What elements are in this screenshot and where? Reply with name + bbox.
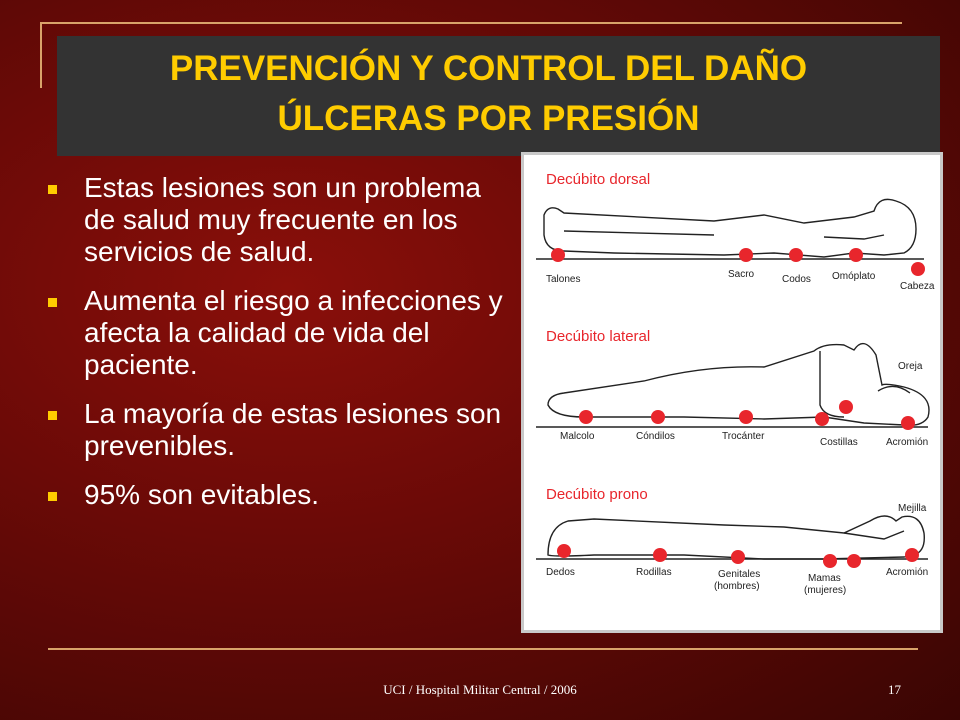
label-dedos: Dedos — [546, 567, 575, 578]
bullet-marker-icon — [48, 411, 57, 420]
bullet-marker-icon — [48, 298, 57, 307]
label-acromion-prono: Acromión — [886, 567, 929, 578]
pressure-point-omoplato — [849, 248, 863, 262]
title-line-2: ÚLCERAS POR PRESIÓN — [277, 99, 700, 138]
prono-pressure-points — [557, 544, 919, 568]
bullet-item: Estas lesiones son un problema de salud muy frecuente en los servicios de salud. — [48, 172, 508, 268]
label-mamas: Mamas — [808, 573, 841, 584]
pressure-point-genitales — [731, 550, 745, 564]
pressure-point-rodillas — [653, 548, 667, 562]
pressure-points-diagram — [524, 155, 940, 630]
bullet-marker-icon — [48, 185, 57, 194]
label-cabeza: Cabeza — [900, 281, 935, 292]
label-condilos: Cóndilos — [636, 431, 675, 442]
decor-line-bottom — [48, 648, 918, 650]
prono-title: Decúbito prono — [546, 486, 648, 503]
lateral-title: Decúbito lateral — [546, 328, 651, 345]
label-oreja: Oreja — [898, 361, 923, 372]
pressure-point-cabeza — [911, 262, 925, 276]
dorsal-body-outline — [536, 199, 924, 259]
label-trocanter: Trocánter — [722, 431, 765, 442]
label-rodillas: Rodillas — [636, 567, 672, 578]
pressure-point-malcolo — [579, 410, 593, 424]
label-talones: Talones — [546, 274, 581, 285]
lateral-body-outline — [536, 344, 929, 427]
prono-body-outline — [536, 516, 928, 559]
pressure-point-mamas-1 — [823, 554, 837, 568]
page-number: 17 — [888, 682, 901, 697]
bullet-list — [48, 172, 508, 528]
pressure-point-mamas-2 — [847, 554, 861, 568]
bullet-item: 95% son evitables. — [48, 479, 508, 511]
footer-text: UCI / Hospital Militar Central / 2006 — [383, 682, 577, 697]
lateral-pressure-points — [579, 400, 915, 430]
slide-title — [57, 36, 940, 156]
label-genitales: Genitales — [718, 569, 761, 580]
label-codos: Codos — [782, 274, 811, 285]
pressure-point-sacro — [739, 248, 753, 262]
pressure-point-trocanter — [739, 410, 753, 424]
label-acromion-lateral: Acromión — [886, 437, 929, 448]
label-sacro: Sacro — [728, 269, 755, 280]
label-mejilla: Mejilla — [898, 503, 927, 514]
pressure-point-acromion-prono — [905, 548, 919, 562]
label-omoplato: Omóplato — [832, 271, 876, 282]
label-costillas: Costillas — [820, 437, 858, 448]
pressure-point-costillas-1 — [815, 412, 829, 426]
pressure-point-talones — [551, 248, 565, 262]
label-mamas-sub: (mujeres) — [804, 585, 847, 596]
bullet-item: Aumenta el riesgo a infecciones y afecta la calidad de vida del paciente. — [48, 285, 508, 381]
title-line-1: PREVENCIÓN Y CONTROL DEL DAÑO — [169, 49, 808, 88]
decor-line-top — [40, 22, 902, 24]
pressure-point-acromion-lateral — [901, 416, 915, 430]
pressure-points-figure — [521, 152, 943, 633]
pressure-point-condilos — [651, 410, 665, 424]
label-genitales-sub: (hombres) — [714, 581, 760, 592]
pressure-point-costillas-2 — [839, 400, 853, 414]
dorsal-title: Decúbito dorsal — [546, 171, 651, 188]
pressure-point-codos — [789, 248, 803, 262]
decor-line-left — [40, 22, 42, 88]
bullet-marker-icon — [48, 492, 57, 501]
pressure-point-dedos — [557, 544, 571, 558]
bullet-item: La mayoría de estas lesiones son prevenibles. — [48, 398, 508, 462]
label-malcolo: Malcolo — [560, 431, 595, 442]
